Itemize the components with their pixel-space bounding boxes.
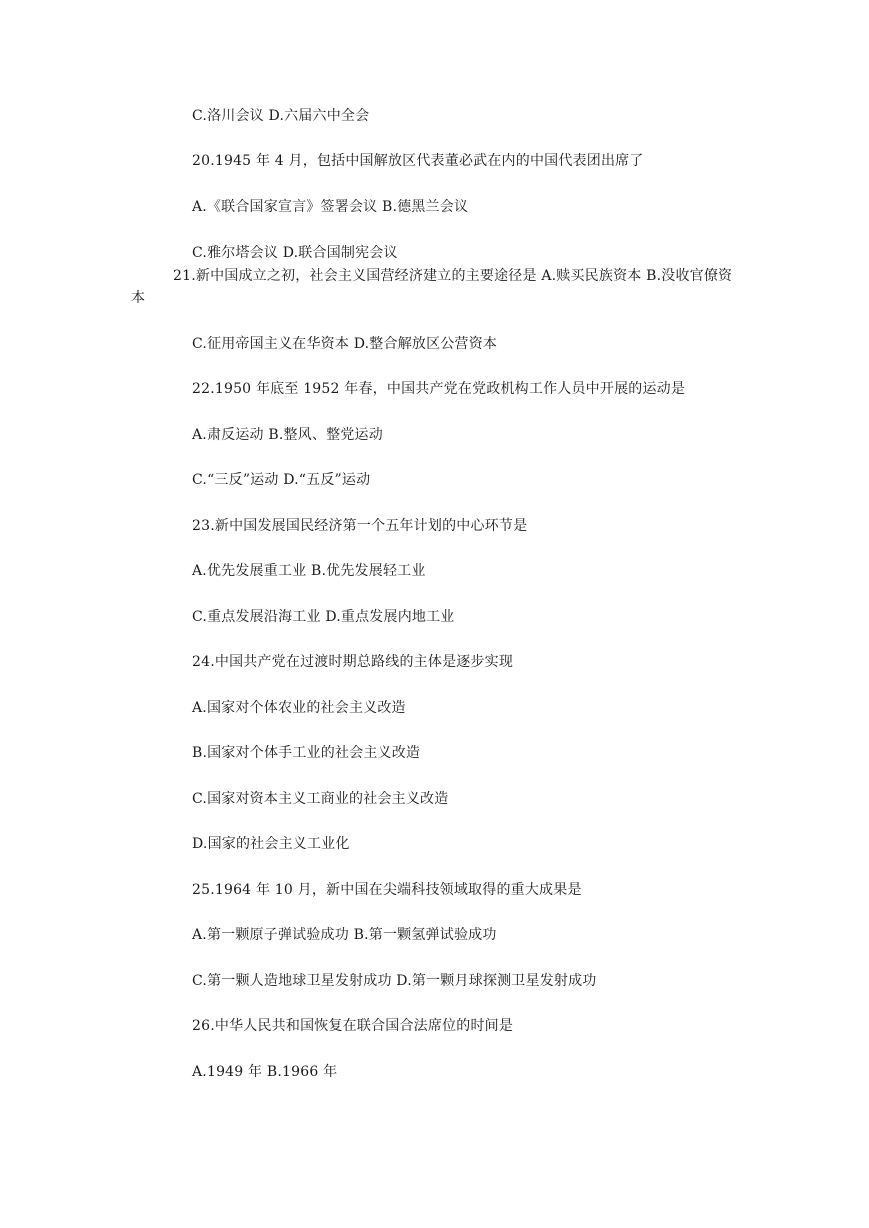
q22-options-cd: C.“三反”运动 D.“五反”运动	[192, 472, 371, 488]
q26-options-ab: A.1949 年 B.1966 年	[192, 1064, 338, 1080]
q21-question: 21.新中国成立之初，社会主义国营经济建立的主要途径是 A.赎买民族资本 B.没收官僚资本	[131, 268, 733, 306]
q20-options-ab: A.《联合国家宣言》签署会议 B.德黑兰会议	[192, 199, 469, 215]
q23-options-ab: A.优先发展重工业 B.优先发展轻工业	[192, 563, 426, 579]
q23-options-cd: C.重点发展沿海工业 D.重点发展内地工业	[192, 609, 455, 625]
q25-question: 25.1964 年 10 月，新中国在尖端科技领域取得的重大成果是	[192, 882, 582, 898]
q23-question: 23.新中国发展国民经济第一个五年计划的中心环节是	[192, 518, 528, 534]
q22-question: 22.1950 年底至 1952 年春，中国共产党在党政机构工作人员中开展的运动是	[192, 381, 686, 397]
q26-question: 26.中华人民共和国恢复在联合国合法席位的时间是	[192, 1018, 514, 1034]
q20-question: 20.1945 年 4 月，包括中国解放区代表董必武在内的中国代表团出席了	[192, 153, 644, 169]
q24-option-c: C.国家对资本主义工商业的社会主义改造	[192, 791, 449, 807]
q19-options-cd: C.洛川会议 D.六届六中全会	[192, 108, 370, 124]
q24-option-d: D.国家的社会主义工业化	[192, 836, 350, 852]
q24-option-a: A.国家对个体农业的社会主义改造	[192, 700, 406, 716]
q22-options-ab: A.肃反运动 B.整风、整党运动	[192, 427, 383, 443]
q25-options-cd: C.第一颗人造地球卫星发射成功 D.第一颗月球探测卫星发射成功	[192, 973, 597, 989]
q24-question: 24.中国共产党在过渡时期总路线的主体是逐步实现	[192, 654, 514, 670]
q24-option-b: B.国家对个体手工业的社会主义改造	[192, 745, 421, 761]
q21-options-cd: C.征用帝国主义在华资本 D.整合解放区公营资本	[192, 336, 498, 352]
q20-options-cd: C.雅尔塔会议 D.联合国制宪会议	[192, 245, 398, 261]
q25-options-ab: A.第一颗原子弹试验成功 B.第一颗氢弹试验成功	[192, 927, 497, 943]
